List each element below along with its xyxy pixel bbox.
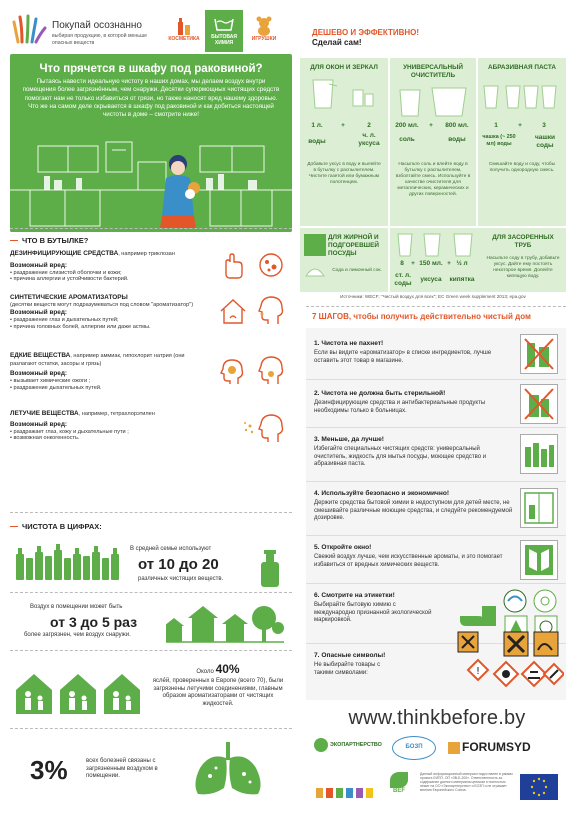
diy-section (300, 22, 566, 302)
stat2-pre: Воздух в помещении может быть (30, 604, 123, 610)
plus: + (341, 122, 345, 129)
hero-title: Что прячется в шкафу под раковиной? (39, 63, 263, 75)
item-name: ЕДКИЕ ВЕЩЕСТВА (10, 352, 71, 359)
recipe-pipes (390, 228, 566, 292)
divider (10, 728, 292, 729)
bottle-section-title: ЧТО В БУТЫЛКЕ? (22, 236, 89, 245)
unit-1: ст. л. соды (394, 272, 412, 288)
stat3-post: ясле́й, проверенных в Европе (всего 70), были загрязнены летучими соединениями, главным образом ароматизаторами от чистящих жидкостей. (152, 678, 284, 707)
tab-household-chemicals[interactable] (205, 10, 243, 52)
item-name: ДЕЗИНФИЦИРУЮЩИЕ СРЕДСТВА (10, 250, 119, 257)
divider (10, 228, 292, 229)
spray-bottle-icon (258, 548, 282, 588)
orange-line (10, 240, 18, 241)
step-4 (306, 482, 566, 536)
hand-icon (220, 252, 248, 280)
amount-1: 1 (494, 122, 498, 129)
stat1-post: различных чистящих веществ. (138, 576, 224, 582)
hero-panel (10, 54, 292, 232)
recipe-note: Насыпьте соду в трубу, добавьте уксус. Дайте ему постоять некоторое время. Долейте кипящую воду. (486, 256, 560, 279)
svg-text:!: ! (475, 666, 481, 677)
face-burn-icon (218, 356, 248, 386)
kitchen-illustration (10, 138, 292, 232)
stat3-big: 40% (215, 662, 240, 676)
harm-2: • причина аллергии и устойчивости бактерий. (10, 276, 129, 283)
amount-2: 2 (367, 122, 371, 129)
family-illustration (14, 660, 150, 716)
harm-2: • раздражение дыхательных путей. (10, 384, 102, 391)
tab-toys-label: ИГРУШКИ (251, 36, 277, 42)
window-icon (520, 540, 558, 580)
recipe-note: Смешайте воду и соду, чтобы получить однородную смесь. (488, 162, 556, 173)
amount-2: 800 мл. (445, 122, 469, 129)
item-name: СИНТЕТИЧЕСКИЕ АРОМАТИЗАТОРЫ (10, 294, 128, 301)
bef-leaf-icon (390, 772, 408, 788)
lungs-illustration (180, 738, 280, 798)
harm-label: Возможный вред: (10, 370, 68, 377)
numbers-title: ЧИСТОТА В ЦИФРАХ: (22, 522, 102, 531)
diy-subtitle: Сделай сам! (312, 38, 362, 47)
bottle-item-corrosives (10, 352, 210, 392)
divider (10, 650, 292, 651)
plus: + (518, 122, 522, 129)
harm-1: • вызывает химические ожоги ; (10, 378, 91, 384)
unit-2: воды (448, 136, 466, 143)
tab-cosmetics[interactable] (166, 14, 202, 50)
step-desc: Избегайте специальных чистящих средств: универсальный очиститель, жидкость для мытья посуды, моющее средство и абразивная паста. (314, 446, 487, 467)
bottle-section (10, 236, 292, 506)
unit-2: ч. л. уксуса (358, 132, 380, 148)
stat2-post: более загрязнен, чем воздух снаружи. (24, 632, 131, 638)
plus-2: + (447, 260, 451, 267)
orange-line (10, 526, 18, 527)
footer-url[interactable]: www.thinkbefore.by (348, 707, 526, 729)
amount-3: ½ л (456, 260, 468, 267)
recipe-title: УНИВЕРСАЛЬНЫЙ ОЧИСТИТЕЛЬ (403, 64, 463, 79)
bottles-icons (307, 78, 381, 110)
step-title: 2. Чистота не должна быть стерильной! (314, 390, 446, 397)
step-7 (306, 644, 566, 700)
harm-1: • раздражает глаз, кожу и дыхательные пути ; (10, 428, 129, 435)
amount-1: 1 л. (311, 122, 323, 129)
recipe-universal (390, 58, 476, 226)
head-profile-icon (256, 294, 286, 326)
item-example: (десятки веществ могут подразумеваться под словом "ароматизатор") (10, 302, 194, 308)
lungs-icon (256, 354, 286, 386)
eco-partnership-logo (314, 736, 380, 762)
step-title: 5. Откройте окно! (314, 544, 372, 551)
teddy-bear-icon (255, 16, 273, 36)
cups-icons (482, 84, 562, 110)
numbers-section (10, 518, 292, 810)
divider (10, 512, 292, 513)
step-desc: Если вы видите «ароматизатор» в списке ингредиентов, лучше оставить этот товар в магазине. (314, 350, 492, 364)
amount-2: 150 мл. (419, 260, 443, 267)
step-2 (306, 380, 566, 428)
bottle-item-fragrances (10, 294, 210, 331)
hero-text: Пытаясь навести идеальную чистоту в наших домах, мы делаем воздух внутри помещения более загрязнённым, чем снаружи. Десятки супермощных чистящих средств помогают нам не только избавиться от грязи, но также наносят вред нашему здоровью. Что же на самом деле скрывается в шкафу под раковиной и как добиться настоящей чистоты в доме – смотрите ниже! (22, 78, 280, 119)
step-title: 1. Чистота не пахнет! (314, 340, 384, 347)
item-example: , например, тетрахлорэтилен (78, 411, 155, 417)
hand-logo-icon (12, 14, 48, 44)
item-example: , например триклозан (118, 251, 175, 257)
stat2-big: от 3 до 5 раз (50, 614, 138, 630)
recipe-dishes (300, 228, 388, 292)
logo1-text: ЭКОПАРТНЕРСТВО (330, 742, 382, 748)
logo2-text: БОЗП (405, 744, 423, 750)
stat3-block (150, 662, 286, 708)
header-title: Покупай осознанно (52, 20, 142, 31)
bef-logo (384, 772, 414, 802)
bacteria-icon (256, 250, 286, 280)
logo4-text: BEF (393, 788, 405, 794)
unit-1: соль (399, 136, 415, 143)
step-5 (306, 536, 566, 584)
lemon-icon (304, 264, 326, 286)
unit-2: чашки соды (534, 134, 556, 150)
nose-crossed-icon (520, 334, 558, 374)
steps-title: 7 ШАГОВ, чтобы получить действительно чистый дом (312, 312, 531, 321)
step-title: 6. Смотрите на этикетки! (314, 592, 395, 599)
harm-2: • возможная онкогенность. (10, 435, 80, 442)
disinfectant-crossed-icon (520, 384, 558, 424)
step-desc: Выбирайте бытовую химию с международно признанной экологической маркировкой. (314, 602, 432, 623)
eco-leaf-icon (314, 738, 328, 752)
step-desc: Не выбирайте товары с такими символами: (314, 662, 381, 676)
plus: + (429, 122, 433, 129)
header-subtitle: выбирая продукцию, в которой меньше опасных веществ (52, 33, 148, 46)
step-title: 4. Используйте безопасно и экономично! (314, 490, 450, 497)
cabinet-icon (520, 488, 558, 528)
tab-cosmetics-label: КОСМЕТИКА (168, 36, 200, 42)
harm-1: • раздражение слизистой оболочки и кожи; (10, 269, 122, 276)
tab-household-label: БЫТОВАЯ ХИМИЯ (211, 34, 237, 47)
harm-label: Возможный вред: (10, 261, 68, 269)
step-desc: Держите средства бытовой химии в недоступном для детей месте, не смешивайте различные моющие средства, и следуйте рекомендуемой дозировке. (314, 500, 513, 521)
bozp-logo (392, 736, 436, 760)
steps-list (306, 328, 566, 700)
step-title: 7. Опасные символы! (314, 652, 386, 659)
step-3 (306, 428, 566, 482)
amount-1: 8 (400, 260, 404, 267)
stat4-post: всех болезней связаны с загрязненным воздухом в помещении. (86, 758, 158, 779)
house-tree-illustration (166, 600, 284, 644)
stat1-pre: В средней семье используют (130, 546, 212, 552)
logo3-text: FORUMSYD (462, 740, 531, 754)
step-desc: Дезинфицирующие средства и антибактериальные продукты необходимы только в больницах. (314, 400, 486, 414)
harm-label: Возможный вред: (10, 308, 68, 316)
measuring-jugs-icons (396, 86, 470, 118)
cosmetics-icon (176, 16, 192, 36)
stat4-big: 3% (30, 755, 68, 785)
step-desc: Свежий воздух лучше, чем искусственные ароматы, и это помогает избавиться от вредных химических веществ. (314, 554, 503, 568)
hazard-symbols-icon (456, 630, 564, 696)
recipe-title: ДЛЯ ОКОН И ЗЕРКАЛ (310, 64, 378, 71)
harm-label: Возможный вред: (10, 420, 68, 428)
plus-1: + (411, 260, 415, 267)
recipe-note: Насыпьте соль и влейте воду в бутылку с распылителем, взболтайте смесь. Используйте в качестве очистителя для металлических, керамических и других поверхностей. (395, 162, 471, 197)
forumsyd-logo (448, 740, 558, 758)
bottle-item-volatiles (10, 410, 210, 442)
forumsyd-mark-icon (448, 742, 460, 754)
amount-2: 3 (542, 122, 546, 129)
tab-toys[interactable] (246, 14, 282, 50)
bottles-less-icon (520, 434, 558, 474)
jars-icons (396, 232, 474, 258)
step-title: 3. Меньше, да лучше! (314, 436, 384, 443)
bottles-row-illustration (14, 540, 124, 582)
unit-1: воды (308, 138, 326, 145)
house-icon (218, 296, 248, 326)
hand-label-icon (458, 600, 498, 630)
divider (306, 306, 566, 307)
harm-2: • причина головных болей, аллергии или даже астмы. (10, 323, 151, 330)
item-name: ЛЕТУЧИЕ ВЕЩЕСТВА (10, 410, 79, 417)
diy-title: ДЕШЕВО И ЭФФЕКТИВНО! (312, 28, 420, 37)
disclaimer: Данный информационный материал подготовлен в рамках проекта ЕИПП, ОП «ЗВ-Б-200». Ответственность за содержание данного материала целиком и полностью лежит на ОО «Экопартнерство» и БОЗП и не отражает мнения Европейского Союза. (420, 772, 513, 793)
recipe-windows (300, 58, 388, 226)
recipe-note: Сода и лимонный сок. (332, 268, 382, 273)
sponge-icon (304, 234, 326, 256)
item-example: , например аммиак, гипохлорит натрия (они разлагают остатки, засоры и грязь) (10, 353, 185, 367)
recipe-abrasive (478, 58, 566, 226)
bottle-item-disinfectants (10, 250, 210, 283)
washing-icon (214, 16, 234, 32)
stat1-big: от 10 до 20 (138, 556, 219, 573)
sources: Источники: WECF; "Чистый воздух для всех"; EC Green week supplement 2013; epa.gov (340, 294, 526, 299)
unit-2: уксуса (420, 276, 442, 283)
unit-1: чашка (~ 250 мл) воды (482, 134, 516, 147)
harm-1: • раздражение глаз и дыхательных путей; (10, 316, 119, 323)
amount-1: 200 мл. (395, 122, 419, 129)
stat3-pre: Около (196, 669, 214, 675)
color-bars (316, 788, 376, 798)
recipe-note: Добавьте уксус в воду и вылейте в бутылку с распылителем. Чистите газетой или бумажным полотенцем. (307, 162, 381, 185)
step-1 (306, 328, 566, 380)
eu-flag-icon (520, 774, 558, 800)
header (0, 0, 290, 52)
recipe-title: ДЛЯ ЖИРНОЙ И ПОДГОРЕВШЕЙ ПОСУДЫ (328, 234, 379, 257)
recipe-title: АБРАЗИВНАЯ ПАСТА (488, 64, 556, 71)
divider (10, 592, 292, 593)
recipe-title: ДЛЯ ЗАСОРЕННЫХ ТРУБ (492, 234, 554, 249)
unit-3: кипятка (449, 276, 475, 283)
spray-head-icon (242, 412, 286, 444)
